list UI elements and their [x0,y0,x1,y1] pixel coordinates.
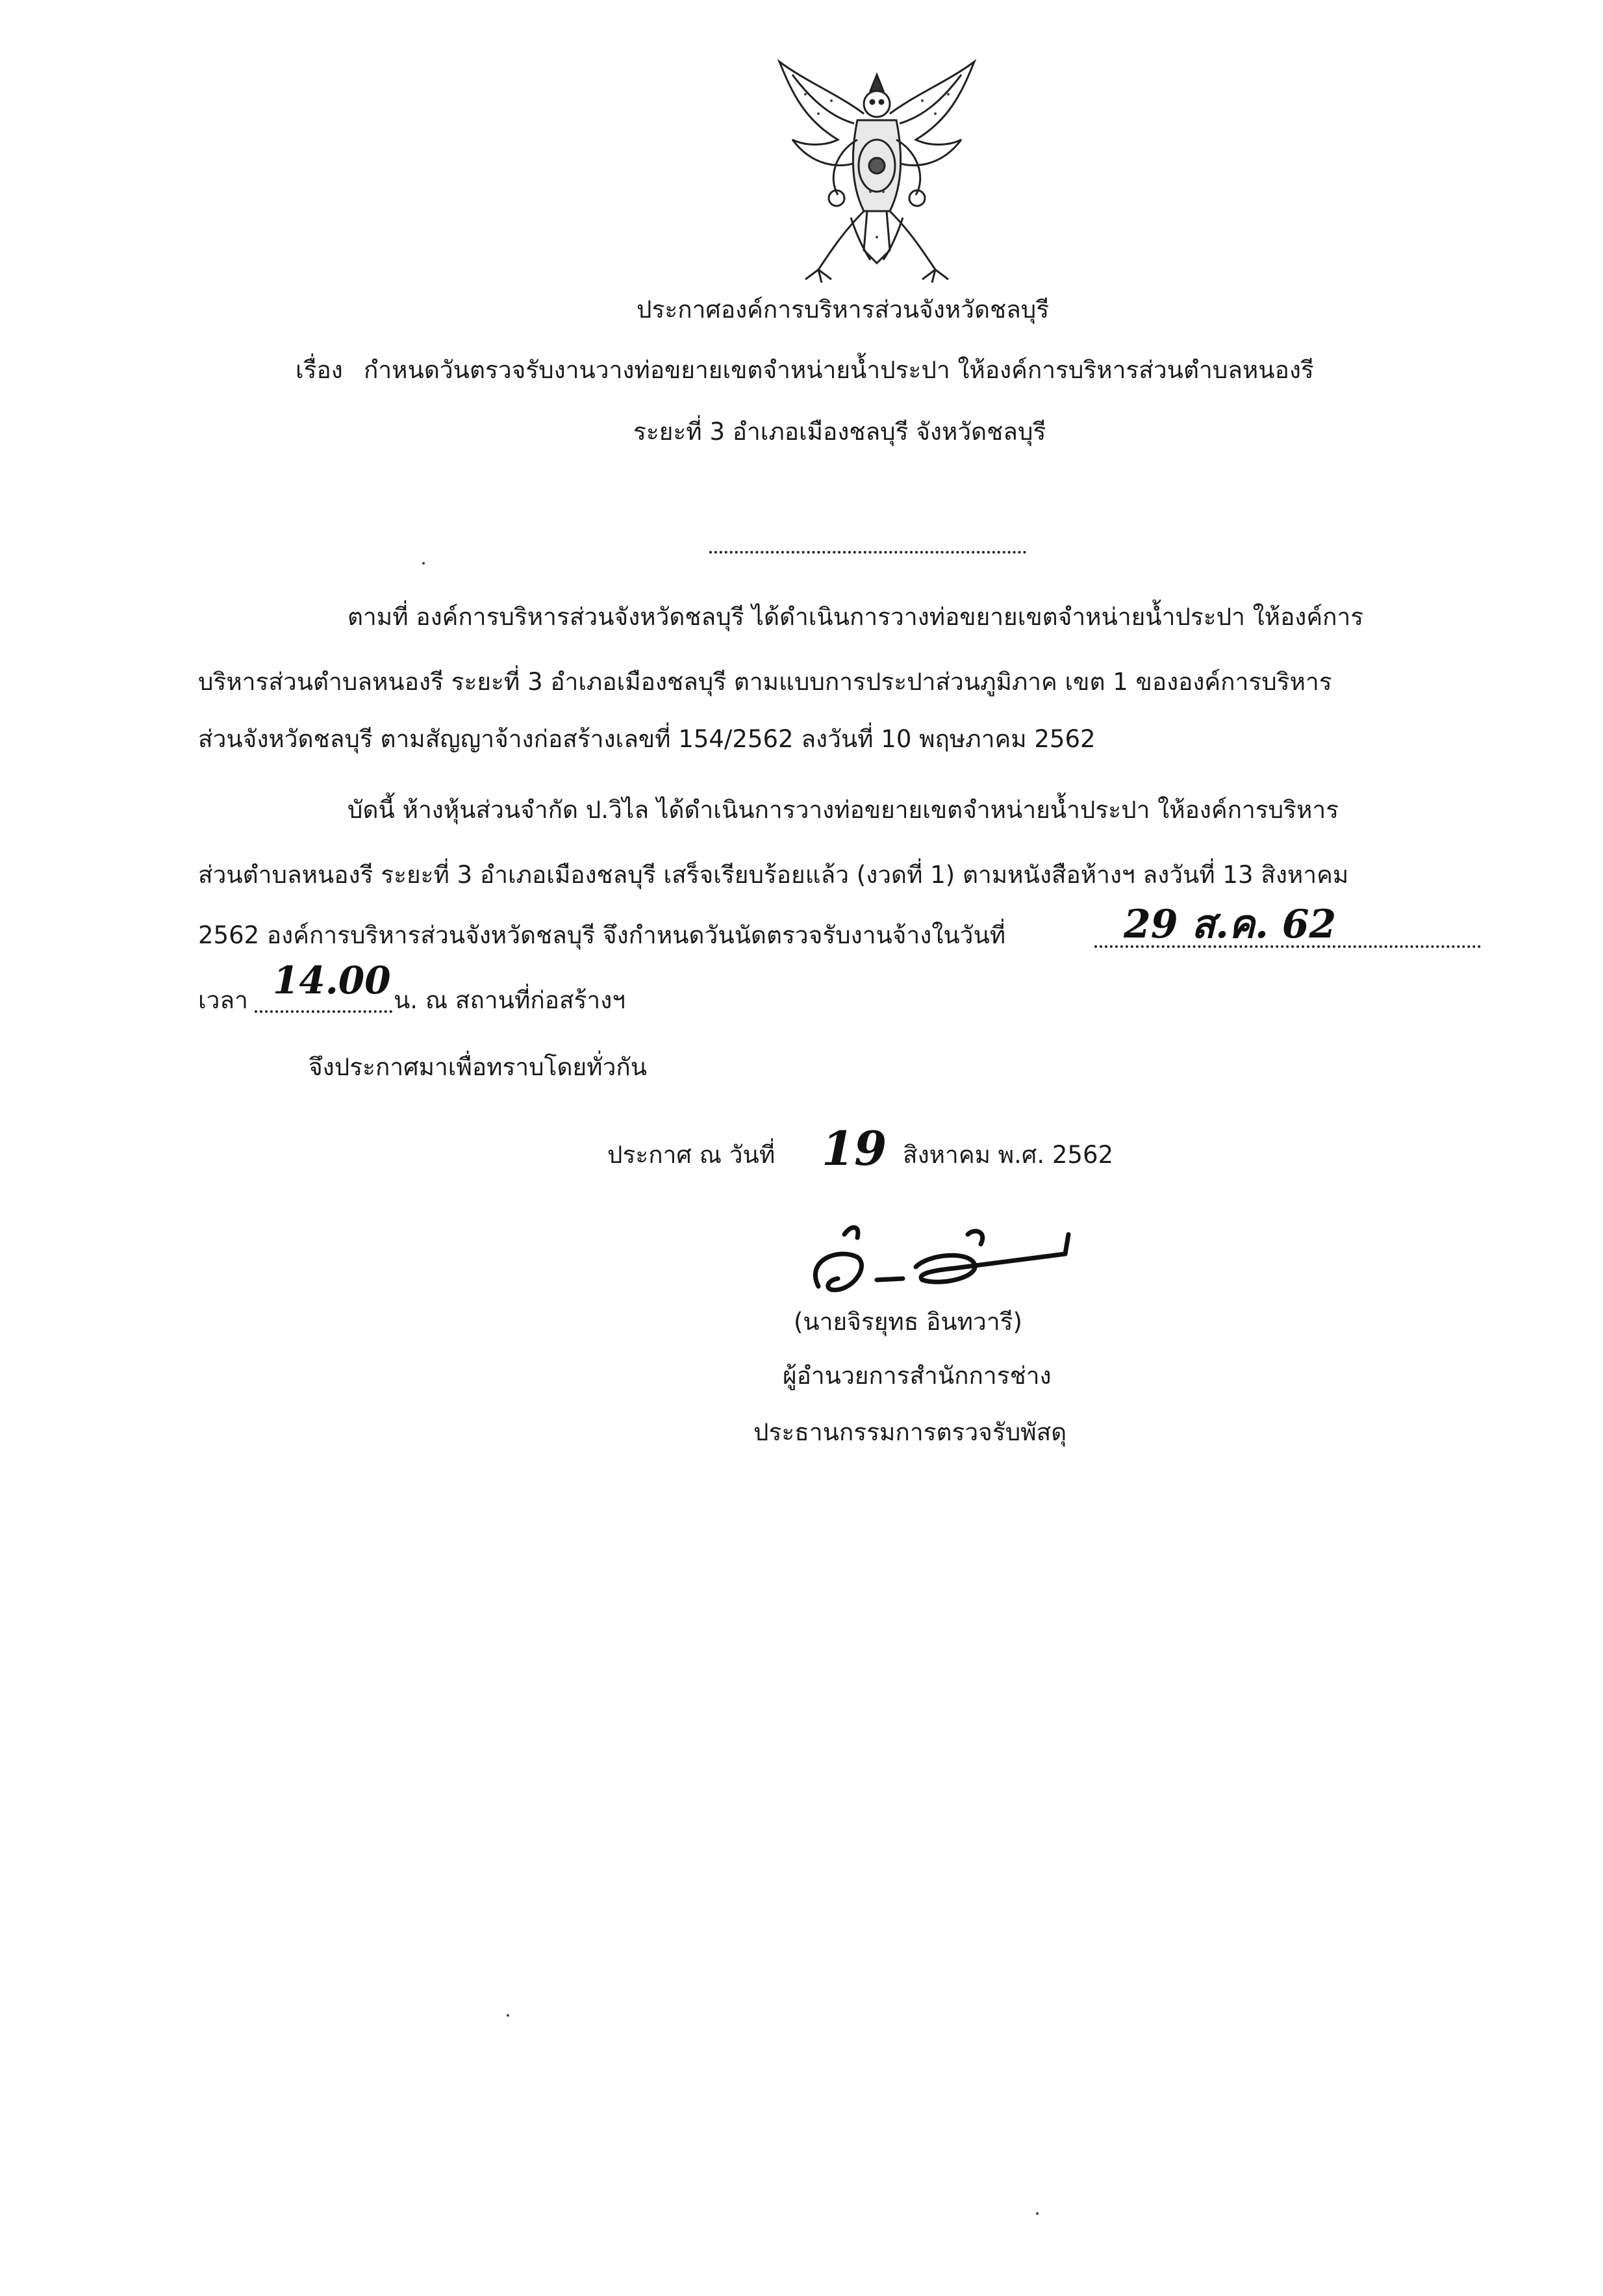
subject-label: เรื่อง [296,356,343,384]
header-separator [709,551,1026,554]
scan-speck [507,2014,509,2017]
closing-statement: จึงประกาศมาเพื่อทราบโดยทั่วกัน [309,1053,648,1081]
document-title: ประกาศองค์การบริหารส่วนจังหวัดชลบุรี [637,296,1050,324]
scan-speck [422,562,425,565]
time-label: เวลา [198,986,248,1014]
subject-line-1: กำหนดวันตรวจรับงานวางท่อขยายเขตจำหน่ายน้ำประปา ให้องค์การบริหารส่วนตำบลหนองรี [364,356,1314,384]
paragraph-1-line-3: ส่วนจังหวัดชลบุรี ตามสัญญาจ้างก่อสร้างเลขที่ 154/2562 ลงวันที่ 10 พฤษภาคม 2562 [198,725,1096,753]
garuda-emblem [766,55,987,289]
handwritten-signature [779,1208,1078,1312]
announcement-date-prefix: ประกาศ ณ วันที่ [607,1141,776,1169]
inspection-time-dotted-line [255,1010,392,1013]
signatory-role: ประธานกรรมการตรวจรับพัสดุ [753,1418,1067,1446]
paragraph-2-line-1: บัดนี้ ห้างหุ้นส่วนจำกัด ป.วิไล ได้ดำเนินการวางท่อขยายเขตจำหน่ายน้ำประปา ให้องค์การบริหาร [347,796,1339,824]
signatory-name: (นายจิรยุทธ อินทวารี) [794,1308,1022,1336]
paragraph-2-line-2: ส่วนตำบลหนองรี ระยะที่ 3 อำเภอเมืองชลบุรี เสร็จเรียบร้อยแล้ว (งวดที่ 1) ตามหนังสือห้างฯ ลงวันที่ 13 สิงหาคม [198,861,1349,889]
time-suffix: น. ณ สถานที่ก่อสร้างฯ [394,986,626,1014]
announcement-date-suffix: สิงหาคม พ.ศ. 2562 [903,1141,1114,1169]
inspection-date-handwritten: 29 ส.ค. 62 [1124,902,1337,947]
scan-speck [1036,2212,1039,2215]
paragraph-2-line-3: 2562 องค์การบริหารส่วนจังหวัดชลบุรี จึงกำหนดวันนัดตรวจรับงานจ้างในวันที่ [198,921,1006,949]
paragraph-1-line-2: บริหารส่วนตำบลหนองรี ระยะที่ 3 อำเภอเมืองชลบุรี ตามแบบการประปาส่วนภูมิภาค เขต 1 ขององค์การบริหาร [198,668,1332,696]
inspection-time-handwritten: 14.00 [273,958,391,1002]
paragraph-1-line-1: ตามที่ องค์การบริหารส่วนจังหวัดชลบุรี ได้ดำเนินการวางท่อขยายเขตจำหน่ายน้ำประปา ให้องค์การ [347,603,1364,631]
signatory-position: ผู้อำนวยการสำนักการช่าง [783,1362,1052,1390]
announcement-day-handwritten: 19 [822,1121,887,1176]
subject-line-2: ระยะที่ 3 อำเภอเมืองชลบุรี จังหวัดชลบุรี [633,418,1046,446]
